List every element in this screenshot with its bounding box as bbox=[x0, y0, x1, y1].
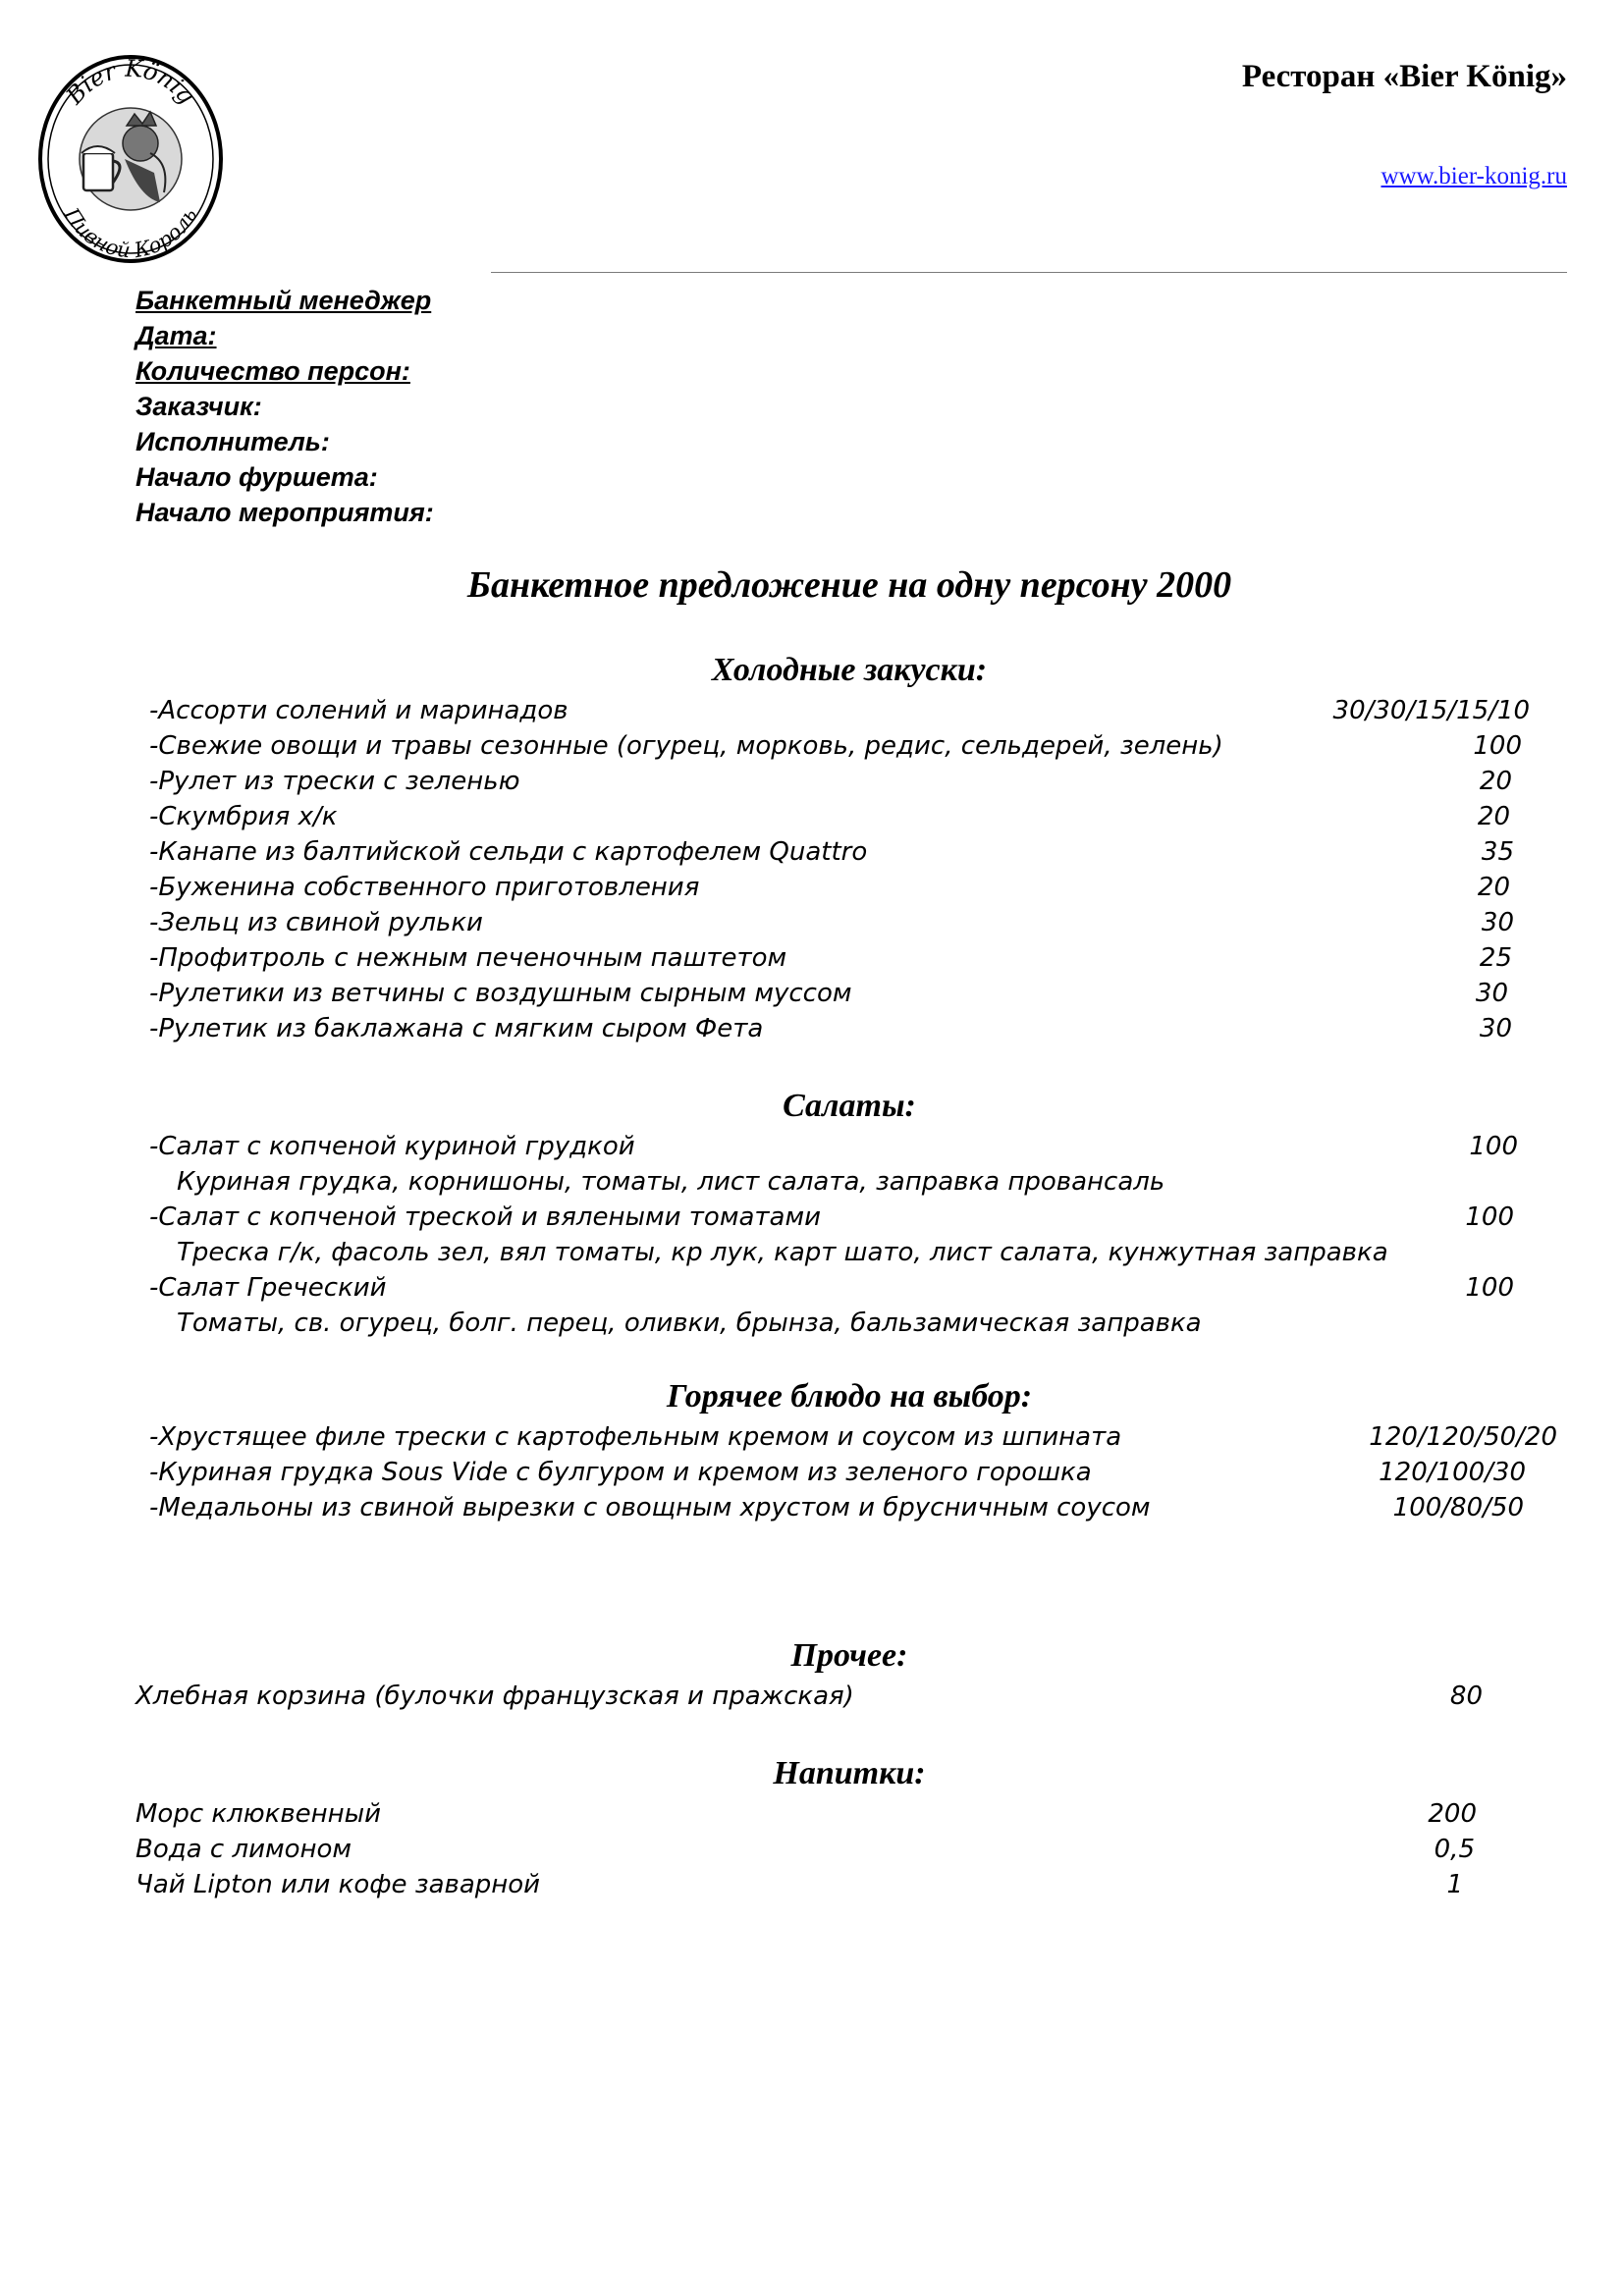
section-title-drinks: Напитки: bbox=[773, 1755, 926, 1791]
list-item: -Буженина собственного приготовления bbox=[149, 873, 700, 902]
offer-title: Банкетное предложение на одну персону 2000 bbox=[466, 564, 1232, 606]
list-item: -Рулетик из баклажана с мягким сыром Фета bbox=[149, 1014, 764, 1043]
svg-text:Пивной Король bbox=[59, 203, 201, 263]
list-item-value: 100 bbox=[1473, 731, 1522, 761]
header-divider bbox=[491, 272, 1567, 273]
list-item-value: 100/80/50 bbox=[1392, 1493, 1524, 1522]
list-item-value: 0,5 bbox=[1434, 1835, 1475, 1864]
executor-label: Исполнитель: bbox=[135, 427, 330, 456]
list-item: -Салат с копченой треской и вялеными томатами bbox=[149, 1202, 821, 1232]
list-item-value: 20 bbox=[1479, 767, 1512, 796]
list-item: Морс клюквенный bbox=[135, 1799, 382, 1829]
list-item: Хлебная корзина (булочки французская и пражская) bbox=[135, 1682, 854, 1711]
list-item-value: 30/30/15/15/10 bbox=[1332, 696, 1530, 725]
list-item-value: 80 bbox=[1449, 1682, 1483, 1711]
list-item-description: Треска г/к, фасоль зел, вял томаты, кр лук, карт шато, лист салата, кунжутная заправка bbox=[177, 1238, 1388, 1267]
list-item: -Профитроль с нежным печеночным паштетом bbox=[149, 943, 787, 973]
buffet-start-label: Начало фуршета: bbox=[135, 462, 378, 492]
list-item: -Куриная грудка Sous Vide с булгуром и кремом из зеленого горошка bbox=[149, 1458, 1092, 1487]
section-title-other: Прочее: bbox=[790, 1637, 908, 1674]
restaurant-name: Ресторан «Bier König» bbox=[1241, 59, 1567, 94]
list-item: -Салат Греческий bbox=[149, 1273, 387, 1303]
list-item-value: 120/120/50/20 bbox=[1369, 1422, 1557, 1452]
list-item-value: 25 bbox=[1479, 943, 1512, 973]
logo-bottom-text: Пивной Король bbox=[59, 203, 202, 263]
list-item-value: 30 bbox=[1475, 979, 1508, 1008]
list-item: -Салат с копченой куриной грудкой bbox=[149, 1132, 635, 1161]
list-item-value: 1 bbox=[1446, 1870, 1463, 1899]
list-item: Вода с лимоном bbox=[135, 1835, 352, 1864]
list-item-value: 30 bbox=[1481, 908, 1514, 937]
date-label: Дата: bbox=[135, 321, 217, 350]
persons-count-label: Количество персон: bbox=[135, 356, 410, 386]
list-item-value: 120/100/30 bbox=[1379, 1458, 1526, 1487]
list-item-value: 200 bbox=[1428, 1799, 1477, 1829]
section-title-salads: Салаты: bbox=[783, 1088, 916, 1124]
list-item-value: 20 bbox=[1477, 873, 1510, 902]
list-item: -Рулетики из ветчины с воздушным сырным муссом bbox=[149, 979, 852, 1008]
list-item-description: Куриная грудка, корнишоны, томаты, лист салата, заправка провансаль bbox=[177, 1167, 1165, 1197]
section-title-cold: Холодные закуски: bbox=[711, 652, 988, 688]
bier-konig-logo bbox=[32, 43, 227, 267]
list-item: -Хрустящее филе трески с картофельным кремом и соусом из шпината bbox=[149, 1422, 1122, 1452]
event-start-label: Начало мероприятия: bbox=[135, 498, 434, 527]
list-item-value: 20 bbox=[1477, 802, 1510, 831]
logo-top-text: Bier König bbox=[60, 54, 201, 110]
list-item: Чай Lipton или кофе заварной bbox=[135, 1870, 541, 1899]
customer-label: Заказчик: bbox=[135, 392, 262, 421]
list-item: -Ассорти солений и маринадов bbox=[149, 696, 568, 725]
list-item: -Рулет из трески с зеленью bbox=[149, 767, 520, 796]
section-title-hot: Горячее блюдо на выбор: bbox=[666, 1378, 1033, 1415]
list-item-value: 100 bbox=[1469, 1132, 1518, 1161]
list-item: -Зельц из свиной рульки bbox=[149, 908, 483, 937]
list-item-value: 100 bbox=[1465, 1273, 1514, 1303]
list-item: -Скумбрия х/к bbox=[149, 802, 338, 831]
banquet-manager-label: Банкетный менеджер bbox=[135, 286, 432, 315]
list-item-value: 35 bbox=[1481, 837, 1514, 867]
event-info bbox=[135, 283, 434, 530]
svg-text:Bier König bbox=[60, 55, 200, 111]
website-link[interactable]: www.bier-konig.ru bbox=[1380, 163, 1567, 189]
list-item-value: 100 bbox=[1465, 1202, 1514, 1232]
list-item-description: Томаты, св. огурец, болг. перец, оливки, брынза, бальзамическая заправка bbox=[177, 1308, 1202, 1338]
list-item-value: 30 bbox=[1479, 1014, 1512, 1043]
list-item: -Канапе из балтийской сельди с картофелем Quattro bbox=[149, 837, 868, 867]
list-item: -Медальоны из свиной вырезки с овощным хрустом и брусничным соусом bbox=[149, 1493, 1151, 1522]
list-item: -Свежие овощи и травы сезонные (огурец, морковь, редис, сельдерей, зелень) bbox=[149, 731, 1223, 761]
beer-king-emblem-icon bbox=[32, 43, 227, 267]
